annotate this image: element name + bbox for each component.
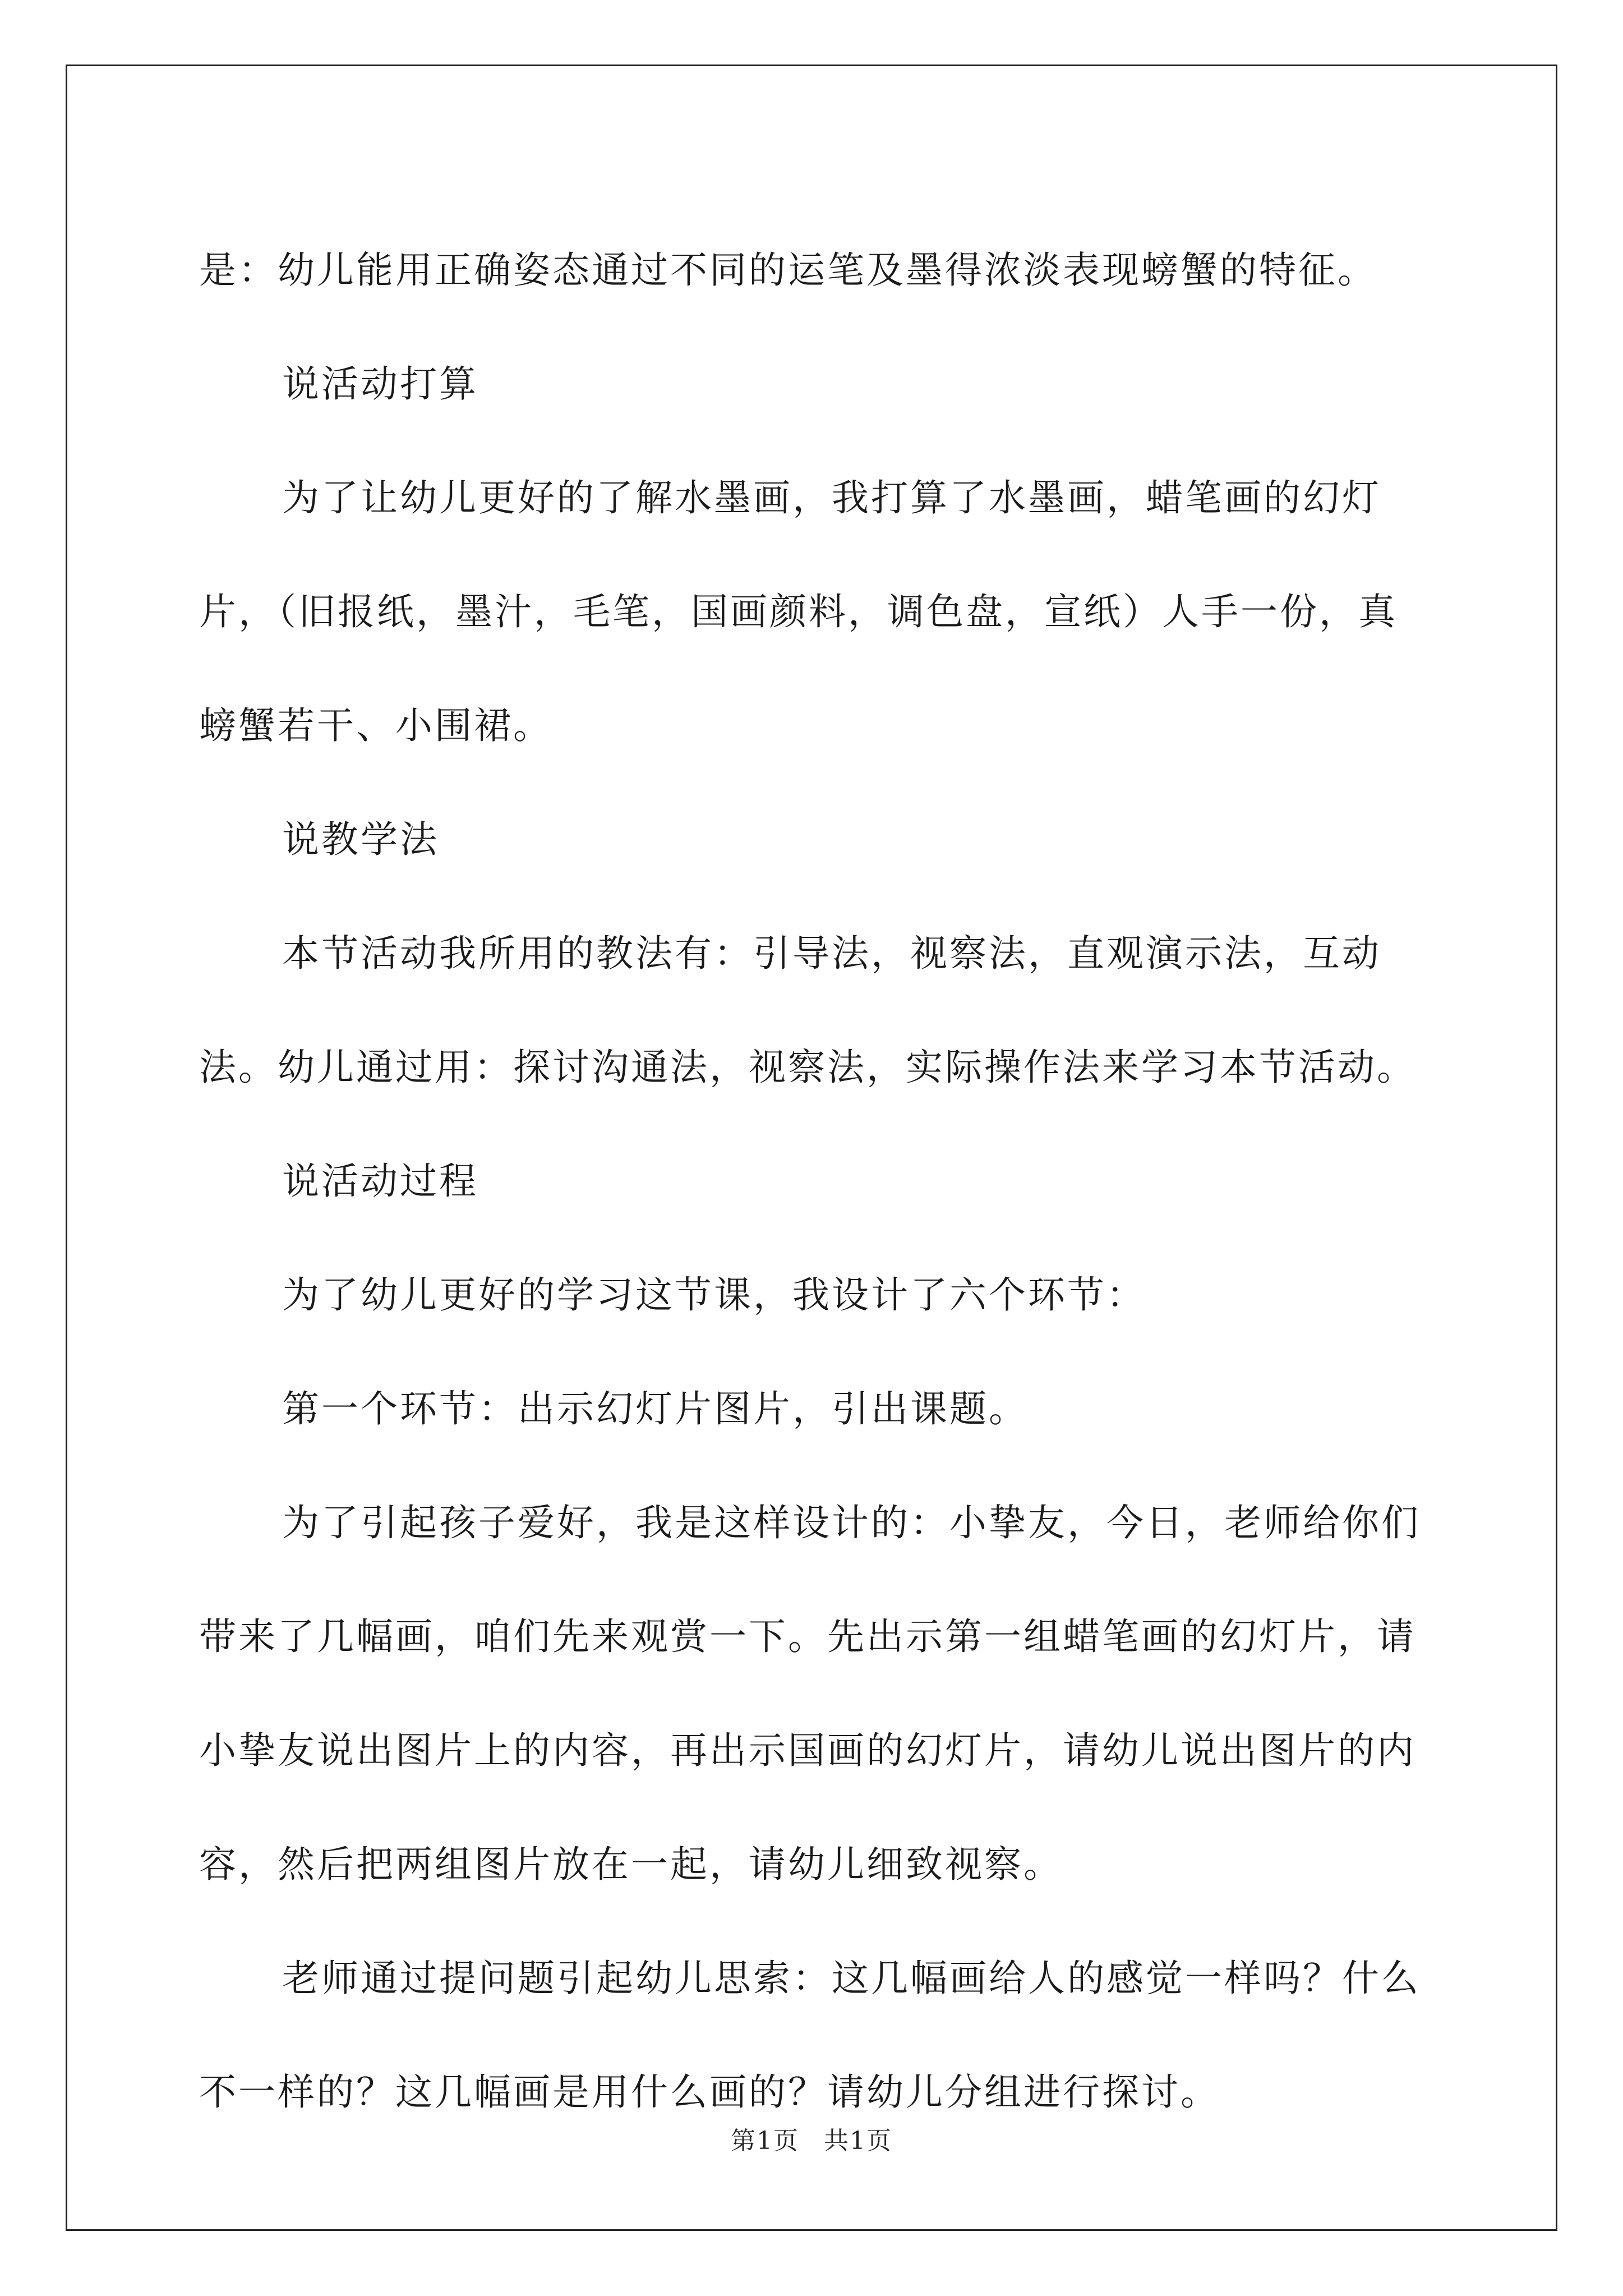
paragraph-process-intro: 为了幼儿更好的学习这节课，我设计了六个环节： [282,1273,1146,1317]
page-number-current: 第1页 [731,2127,799,2155]
paragraph-step-one-design: 为了引起孩子爱好，我是这样设计的：小挚友，今日，老师给你们带来了几幅画，咱们先来观赏一下。先出示第一组蜡笔画的幻灯片，请小挚友说出图片上的内容，再出示国画的幻灯片，请幼儿说出图片的内容，然后把两组图片放在一起，请幼儿细致视察。 [199,1501,1421,1886]
document-body [199,213,1422,2149]
paragraph-teacher-questions: 老师通过提问题引起幼儿思索：这几幅画给人的感觉一样吗？什么不一样的？这几幅画是用什么画的？请幼儿分组进行探讨。 [199,1957,1421,2114]
heading-teaching-methods: 说教学法 [282,818,439,861]
paragraph-1: 是：幼儿能用正确姿态通过不同的运笔及墨得浓淡表现螃蟹的特征。 [199,249,1377,292]
paragraph-preparation: 为了让幼儿更好的了解水墨画，我打算了水墨画，蜡笔画的幻灯片，（旧报纸，墨汁，毛笔，国画颜料，调色盘，宣纸）人手一份，真螃蟹若干、小围裙。 [199,476,1398,747]
heading-activity-preparation: 说活动打算 [282,362,478,406]
page-footer [0,2120,1623,2156]
heading-activity-process: 说活动过程 [282,1159,478,1203]
page-number-total: 共1页 [824,2127,892,2155]
paragraph-teaching-methods: 本节活动我所用的教法有：引导法，视察法，直观演示法，互动法。幼儿通过用：探讨沟通法，视察法，实际操作法来学习本节活动。 [199,932,1416,1089]
paragraph-step-one: 第一个环节：出示幻灯片图片，引出课题。 [282,1387,1028,1430]
